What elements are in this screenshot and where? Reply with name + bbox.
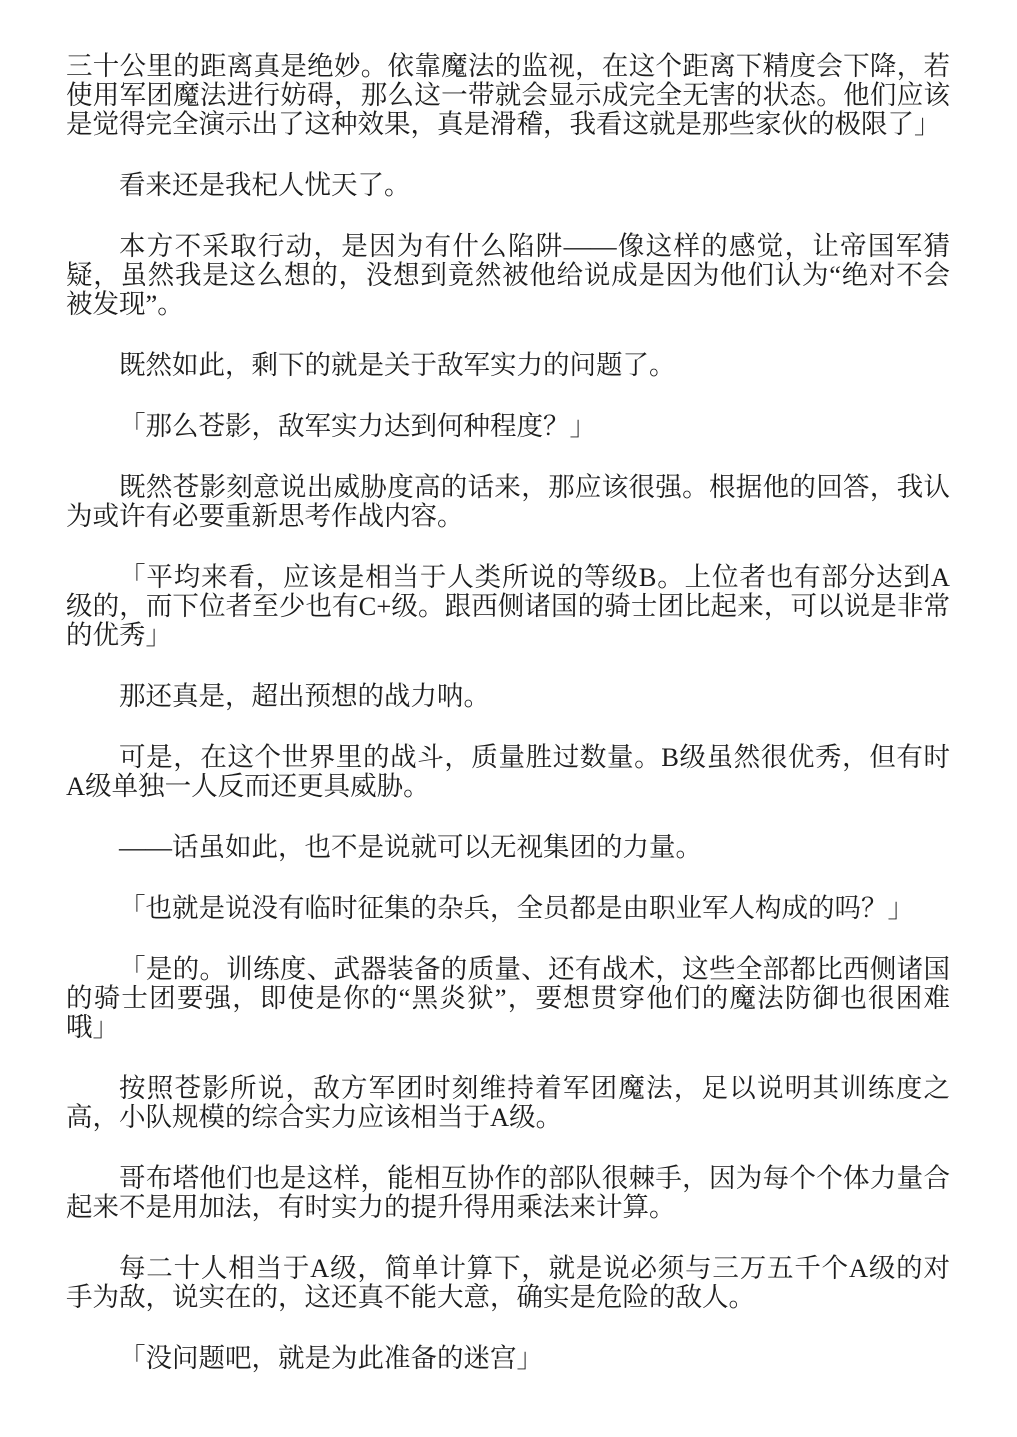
novel-text bbox=[66, 52, 950, 1373]
paragraph-2: 看来还是我杞人忧天了。 bbox=[119, 170, 411, 200]
paragraph-7: 「平均来看，应该是相当于人类所说的等级B。上位者也有部分达到A级的，而下位者至少也有C+级。跟西侧诸国的骑士团比起来，可以说是非常的优秀」 bbox=[66, 562, 950, 650]
paragraph-8: 那还真是，超出预想的战力呐。 bbox=[119, 681, 490, 711]
paragraph-1: 三十公里的距离真是绝妙。依靠魔法的监视，在这个距离下精度会下降，若使用军团魔法进行妨碍，那么这一带就会显示成完全无害的状态。他们应该是觉得完全演示出了这种效果，真是滑稽，我看这就是那些家伙的极限了」 bbox=[66, 51, 950, 139]
paragraph-6: 既然苍影刻意说出威胁度高的话来，那应该很强。根据他的回答，我认为或许有必要重新思考作战内容。 bbox=[66, 472, 950, 531]
paragraph-11: 「也就是说没有临时征集的杂兵，全员都是由职业军人构成的吗？」 bbox=[119, 893, 914, 923]
paragraph-12: 「是的。训练度、武器装备的质量、还有战术，这些全部都比西侧诸国的骑士团要强，即使是你的“黑炎狱”，要想贯穿他们的魔法防御也很困难哦」 bbox=[66, 954, 950, 1042]
paragraph-4: 既然如此，剩下的就是关于敌军实力的问题了。 bbox=[119, 350, 676, 380]
paragraph-16: 「没问题吧，就是为此准备的迷宫」 bbox=[119, 1343, 543, 1373]
paragraph-15: 每二十人相当于A级，简单计算下，就是说必须与三万五千个A级的对手为敌，说实在的，这还真不能大意，确实是危险的敌人。 bbox=[66, 1253, 950, 1312]
paragraph-9: 可是，在这个世界里的战斗，质量胜过数量。B级虽然很优秀，但有时A级单独一人反而还更具威胁。 bbox=[66, 742, 950, 801]
paragraph-14: 哥布塔他们也是这样，能相互协作的部队很棘手，因为每个个体力量合起来不是用加法，有时实力的提升得用乘法来计算。 bbox=[66, 1163, 950, 1222]
paragraph-3: 本方不采取行动，是因为有什么陷阱——像这样的感觉，让帝国军猜疑，虽然我是这么想的，没想到竟然被他给说成是因为他们认为“绝对不会被发现”。 bbox=[66, 231, 950, 319]
paragraph-5: 「那么苍影，敌军实力达到何种程度？」 bbox=[119, 411, 596, 441]
paragraph-13: 按照苍影所说，敌方军团时刻维持着军团魔法，足以说明其训练度之高，小队规模的综合实力应该相当于A级。 bbox=[66, 1073, 950, 1132]
paragraph-10: ——话虽如此，也不是说就可以无视集团的力量。 bbox=[119, 832, 702, 862]
